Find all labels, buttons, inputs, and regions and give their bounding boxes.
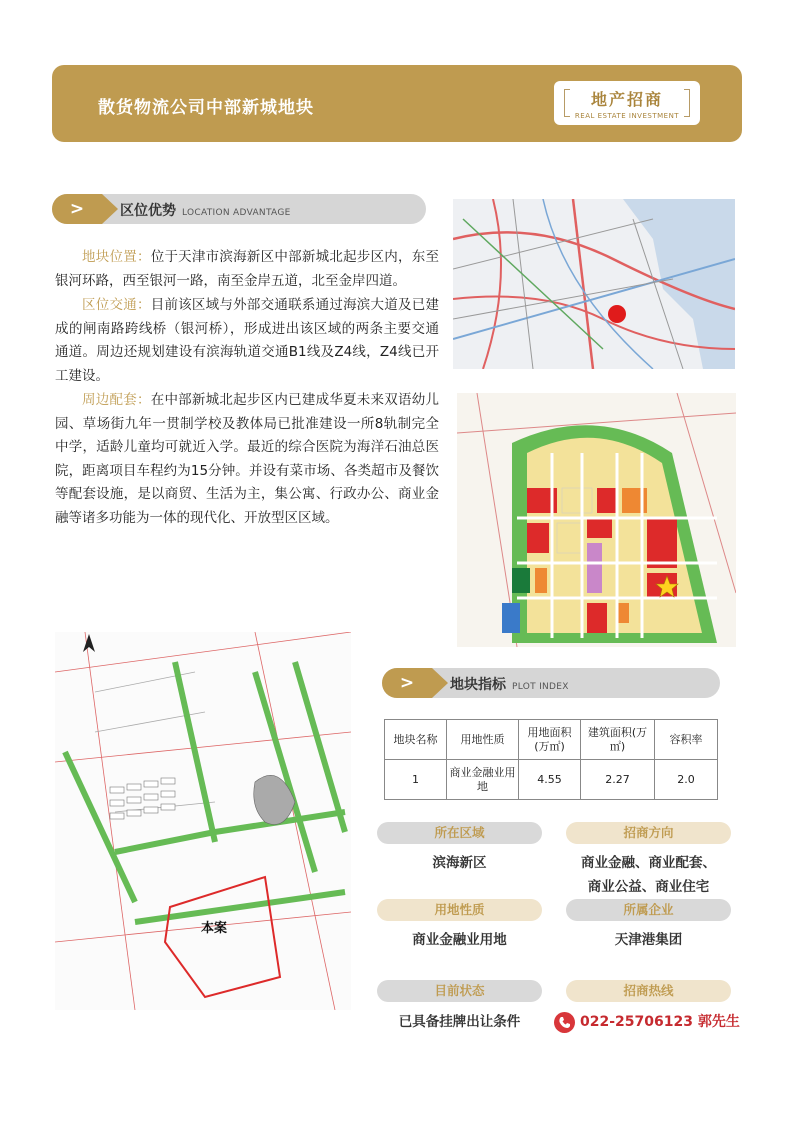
chevron-right-icon: > (382, 668, 432, 698)
planning-map-graphic (457, 393, 736, 647)
plot-section-title (450, 674, 569, 694)
header-far: 容积率 (655, 720, 718, 760)
label-traffic: 区位交通： (82, 297, 151, 313)
status-value: 已具备挂牌出让条件 (398, 1014, 521, 1030)
hotline-value: 022-25706123 郭先生 (580, 1014, 740, 1030)
hotline-label: 招商热线 (566, 980, 731, 1002)
company-label: 所属企业 (566, 899, 731, 921)
direction-value-line1: 商业金融、商业配套、 (581, 855, 716, 871)
header-banner (52, 65, 742, 142)
location-title-cn: 区位优势 (120, 203, 176, 219)
city-location-map (453, 199, 735, 369)
header-building-area: 建筑面积(万㎡) (581, 720, 655, 760)
project-label: 本案 (201, 921, 228, 936)
company-value: 天津港集团 (614, 932, 683, 948)
label-plot-location: 地块位置： (82, 249, 151, 265)
landuse-label: 用地性质 (377, 899, 542, 921)
plot-title-en: PLOT INDEX (512, 682, 569, 692)
real-estate-tag (554, 81, 700, 125)
tag-title-en: REAL ESTATE INVESTMENT (574, 112, 680, 120)
plot-section-bar (382, 668, 720, 698)
cell-far: 2.0 (655, 760, 718, 800)
header-plot-name: 地块名称 (385, 720, 447, 760)
direction-value-line2: 商业公益、商业住宅 (587, 879, 710, 895)
plot-index-table (384, 719, 718, 800)
location-section-title (120, 200, 291, 220)
status-label: 目前状态 (377, 980, 542, 1002)
chevron-right-icon: > (52, 194, 102, 224)
region-label: 所在区域 (377, 822, 542, 844)
cell-land-use: 商业金融业用地 (447, 760, 519, 800)
text-traffic: 目前该区域与外部交通联系通过海滨大道及已建成的闸南路跨线桥（银河桥），形成进出该区域的两条主要交通通道。周边还规划建设有滨海轨道交通B1线及Z4线，Z4线已开工建设。 (55, 297, 440, 384)
site-map (55, 632, 351, 1010)
tag-bracket-right (684, 89, 690, 117)
cell-land-area: 4.55 (519, 760, 581, 800)
paragraph-traffic (55, 294, 439, 388)
phone-icon-graphic (554, 1012, 575, 1033)
location-description (55, 246, 439, 531)
table-header-row (385, 720, 718, 760)
header-land-area: 用地面积(万㎡) (519, 720, 581, 760)
cell-building-area: 2.27 (581, 760, 655, 800)
tag-title-cn: 地产招商 (590, 90, 663, 109)
cell-plot-name: 1 (385, 760, 447, 800)
landuse-value: 商业金融业用地 (412, 932, 507, 948)
tag-bracket-left (564, 89, 570, 117)
text-facilities: 在中部新城北起步区内已建成华夏未来双语幼儿园、草场街九年一贯制学校及教体局已批准建设一所8轨制完全中学，适龄儿童均可就近入学。最近的综合医院为海洋石油总医院，距离项目车程约为15分钟。并设有菜市场、各类超市及餐饮等配套设施，是以商贸、生活为主，集公寓、行政办公、商业金融等诸多功能为一体的现代化、开放型区区域。 (55, 392, 440, 526)
text-plot-location: 位于天津市滨海新区中部新城北起步区内，东至银河环路，西至银河一路，南至金岸五道，北至金岸四道。 (55, 249, 440, 289)
location-section-bar (52, 194, 426, 224)
page-title: 散货物流公司中部新城地块 (98, 98, 314, 118)
paragraph-facilities (55, 389, 439, 530)
city-map-graphic (453, 199, 735, 369)
planning-map (457, 393, 736, 647)
direction-label: 招商方向 (566, 822, 731, 844)
plot-title-cn: 地块指标 (450, 677, 506, 693)
region-value: 滨海新区 (432, 855, 487, 871)
paragraph-plot-location (55, 246, 439, 293)
site-map-graphic (55, 632, 351, 1010)
label-facilities: 周边配套： (82, 392, 151, 408)
location-title-en: LOCATION ADVANTAGE (182, 208, 291, 218)
phone-icon (554, 1012, 575, 1033)
header-land-use: 用地性质 (447, 720, 519, 760)
table-row (385, 760, 718, 800)
